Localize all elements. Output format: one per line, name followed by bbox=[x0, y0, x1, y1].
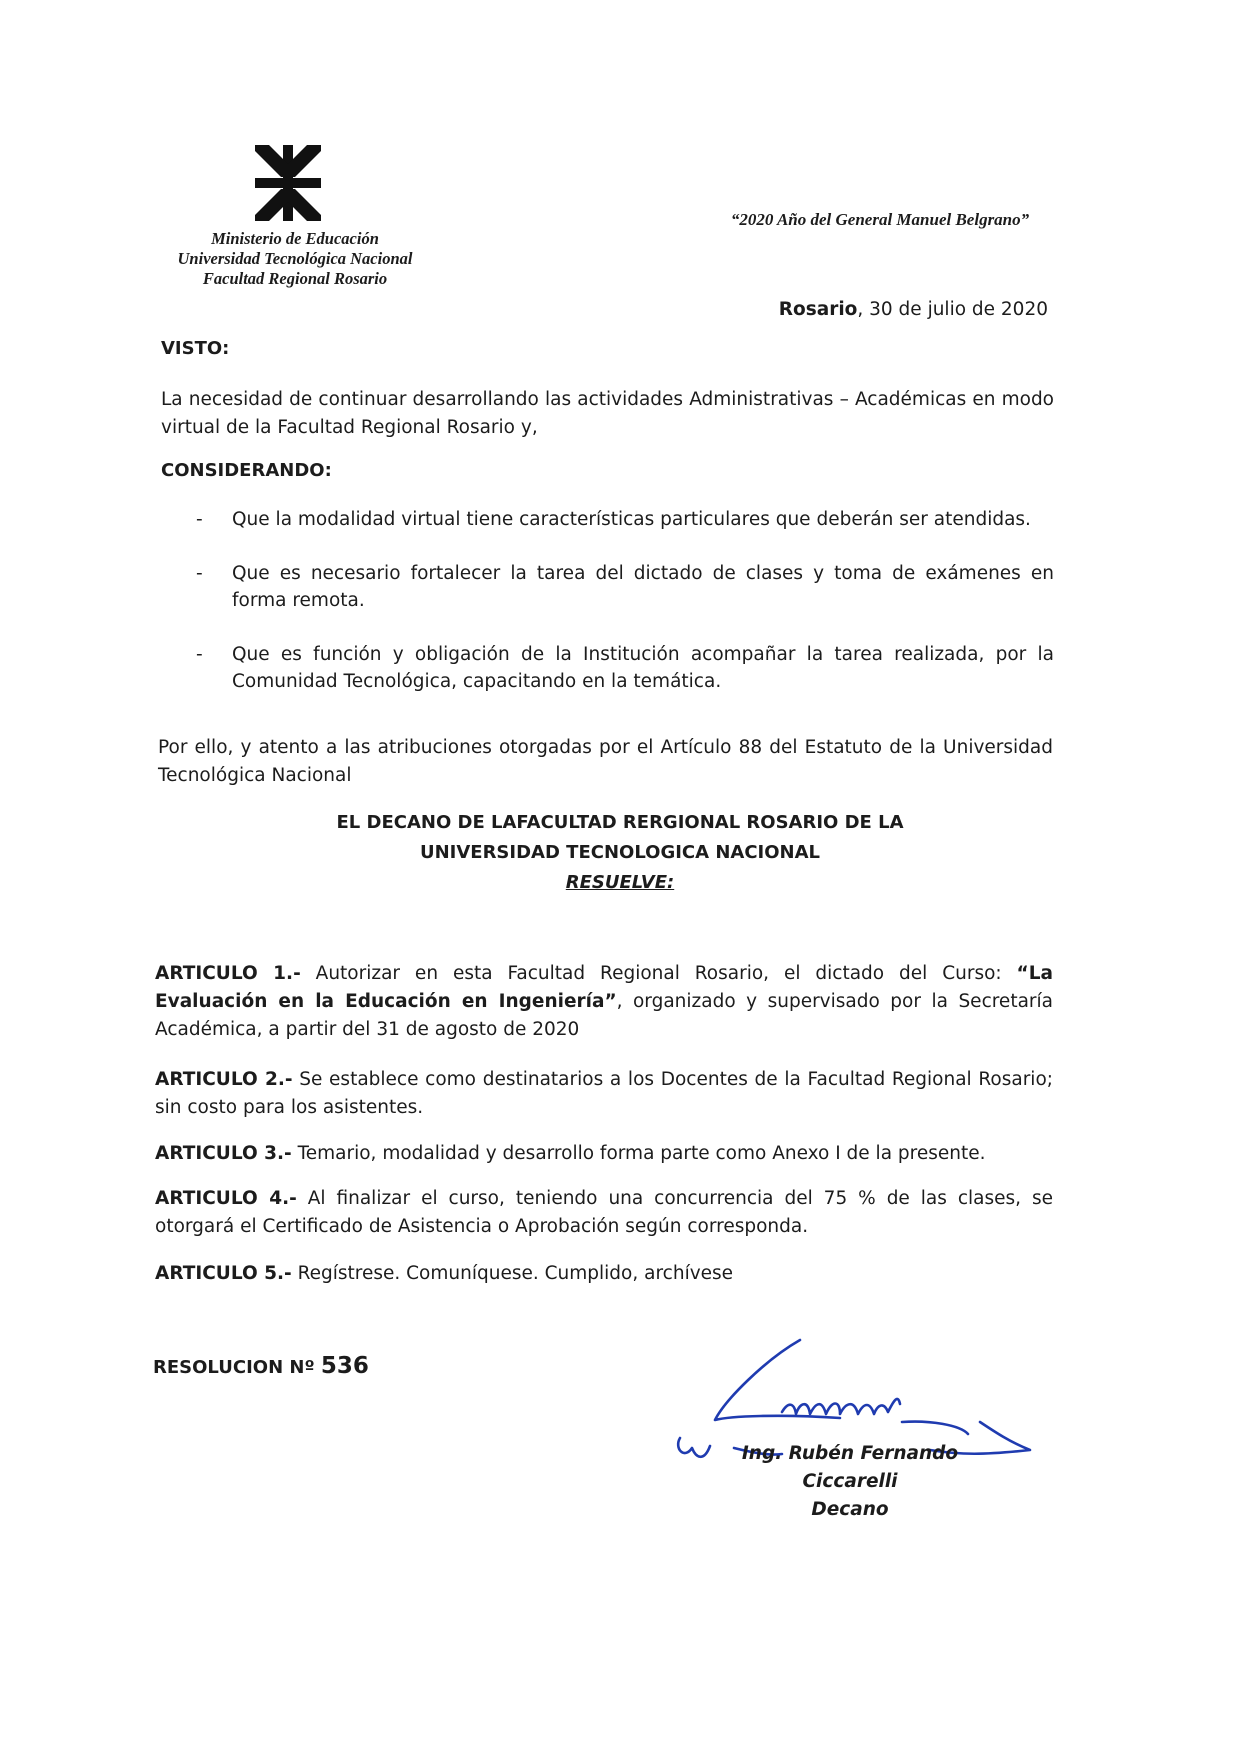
considerando-item-text: Que es función y obligación de la Institución acompañar la tarea realizada, por la Comunidad Tecnológica, capacitando en la temática. bbox=[232, 644, 1054, 692]
visto-text: La necesidad de continuar desarrollando las actividades Administrativas – Académicas en modo virtual de la Facultad Regional Rosario y, bbox=[161, 389, 1054, 438]
considerando-item bbox=[196, 641, 1054, 695]
resolution-label: RESOLUCION Nº bbox=[153, 1357, 321, 1378]
visto-heading: VISTO: bbox=[161, 338, 230, 359]
article-3 bbox=[155, 1140, 1053, 1168]
resolution-number bbox=[153, 1353, 369, 1379]
article-text: Autorizar en esta Facultad Regional Rosario, el dictado del Curso: bbox=[300, 963, 1017, 984]
article-label: ARTICULO 1.- bbox=[155, 963, 301, 984]
resolution-title-line: EL DECANO DE LAFACULTAD RERGIONAL ROSARIO DE LA bbox=[336, 812, 904, 833]
considerando-heading: CONSIDERANDO: bbox=[161, 460, 332, 481]
bullet-dash: - bbox=[196, 563, 203, 584]
bullet-dash: - bbox=[196, 644, 203, 665]
considerando-item-text: Que es necesario fortalecer la tarea del dictado de clases y toma de exámenes en forma remota. bbox=[232, 563, 1054, 611]
resuelve-heading: RESUELVE: bbox=[565, 872, 675, 893]
resolution-title bbox=[0, 808, 1240, 898]
article-label: ARTICULO 3.- bbox=[155, 1143, 292, 1164]
resolution-title-line: UNIVERSIDAD TECNOLOGICA NACIONAL bbox=[419, 842, 821, 863]
article-text: Se establece como destinatarios a los Docentes de la Facultad Regional Rosario; sin costo para los asistentes. bbox=[155, 1069, 1053, 1118]
article-label: ARTICULO 5.- bbox=[155, 1263, 292, 1284]
por-ello-text: Por ello, y atento a las atribuciones otorgadas por el Artículo 88 del Estatuto de la Universidad Tecnológica Nacional bbox=[158, 737, 1053, 786]
signatory-name: Ing. Rubén Fernando Ciccarelli bbox=[741, 1443, 959, 1492]
year-motto: “2020 Año del General Manuel Belgrano” bbox=[730, 210, 1030, 229]
article-label: ARTICULO 2.- bbox=[155, 1069, 293, 1090]
article-4 bbox=[155, 1185, 1053, 1241]
ministry-line: Ministerio de Educación bbox=[211, 229, 379, 248]
date-text: , 30 de julio de 2020 bbox=[857, 299, 1048, 320]
signatory-block bbox=[700, 1440, 1000, 1524]
article-2 bbox=[155, 1066, 1053, 1122]
considerando-item bbox=[196, 506, 1054, 533]
institution-header bbox=[150, 229, 440, 289]
university-line: Universidad Tecnológica Nacional bbox=[177, 249, 413, 268]
article-text: Regístrese. Comuníquese. Cumplido, archívese bbox=[291, 1263, 734, 1284]
resolution-number-value: 536 bbox=[320, 1353, 369, 1379]
bullet-dash: - bbox=[196, 509, 203, 530]
faculty-line: Facultad Regional Rosario bbox=[202, 269, 388, 288]
document-date bbox=[779, 299, 1048, 320]
article-label: ARTICULO 4.- bbox=[155, 1188, 297, 1209]
course-title: “La Evaluación en la Educación en Ingeniería” bbox=[155, 963, 1053, 1012]
article-text: Al finalizar el curso, teniendo una concurrencia del 75 % de las clases, se otorgará el Certificado de Asistencia o Aprobación según corresponda. bbox=[155, 1188, 1053, 1237]
date-city: Rosario bbox=[778, 299, 858, 320]
article-text: Temario, modalidad y desarrollo forma parte como Anexo I de la presente. bbox=[291, 1143, 986, 1164]
utn-logo bbox=[255, 145, 321, 221]
article-5 bbox=[155, 1260, 1053, 1288]
signatory-title: Decano bbox=[811, 1499, 889, 1520]
article-text: , organizado y supervisado por la Secretaría Académica, a partir del 31 de agosto de 2020 bbox=[155, 991, 1053, 1040]
considerando-item bbox=[196, 560, 1054, 614]
article-1 bbox=[155, 960, 1053, 1044]
considerando-item-text: Que la modalidad virtual tiene características particulares que deberán ser atendidas. bbox=[232, 509, 1031, 530]
